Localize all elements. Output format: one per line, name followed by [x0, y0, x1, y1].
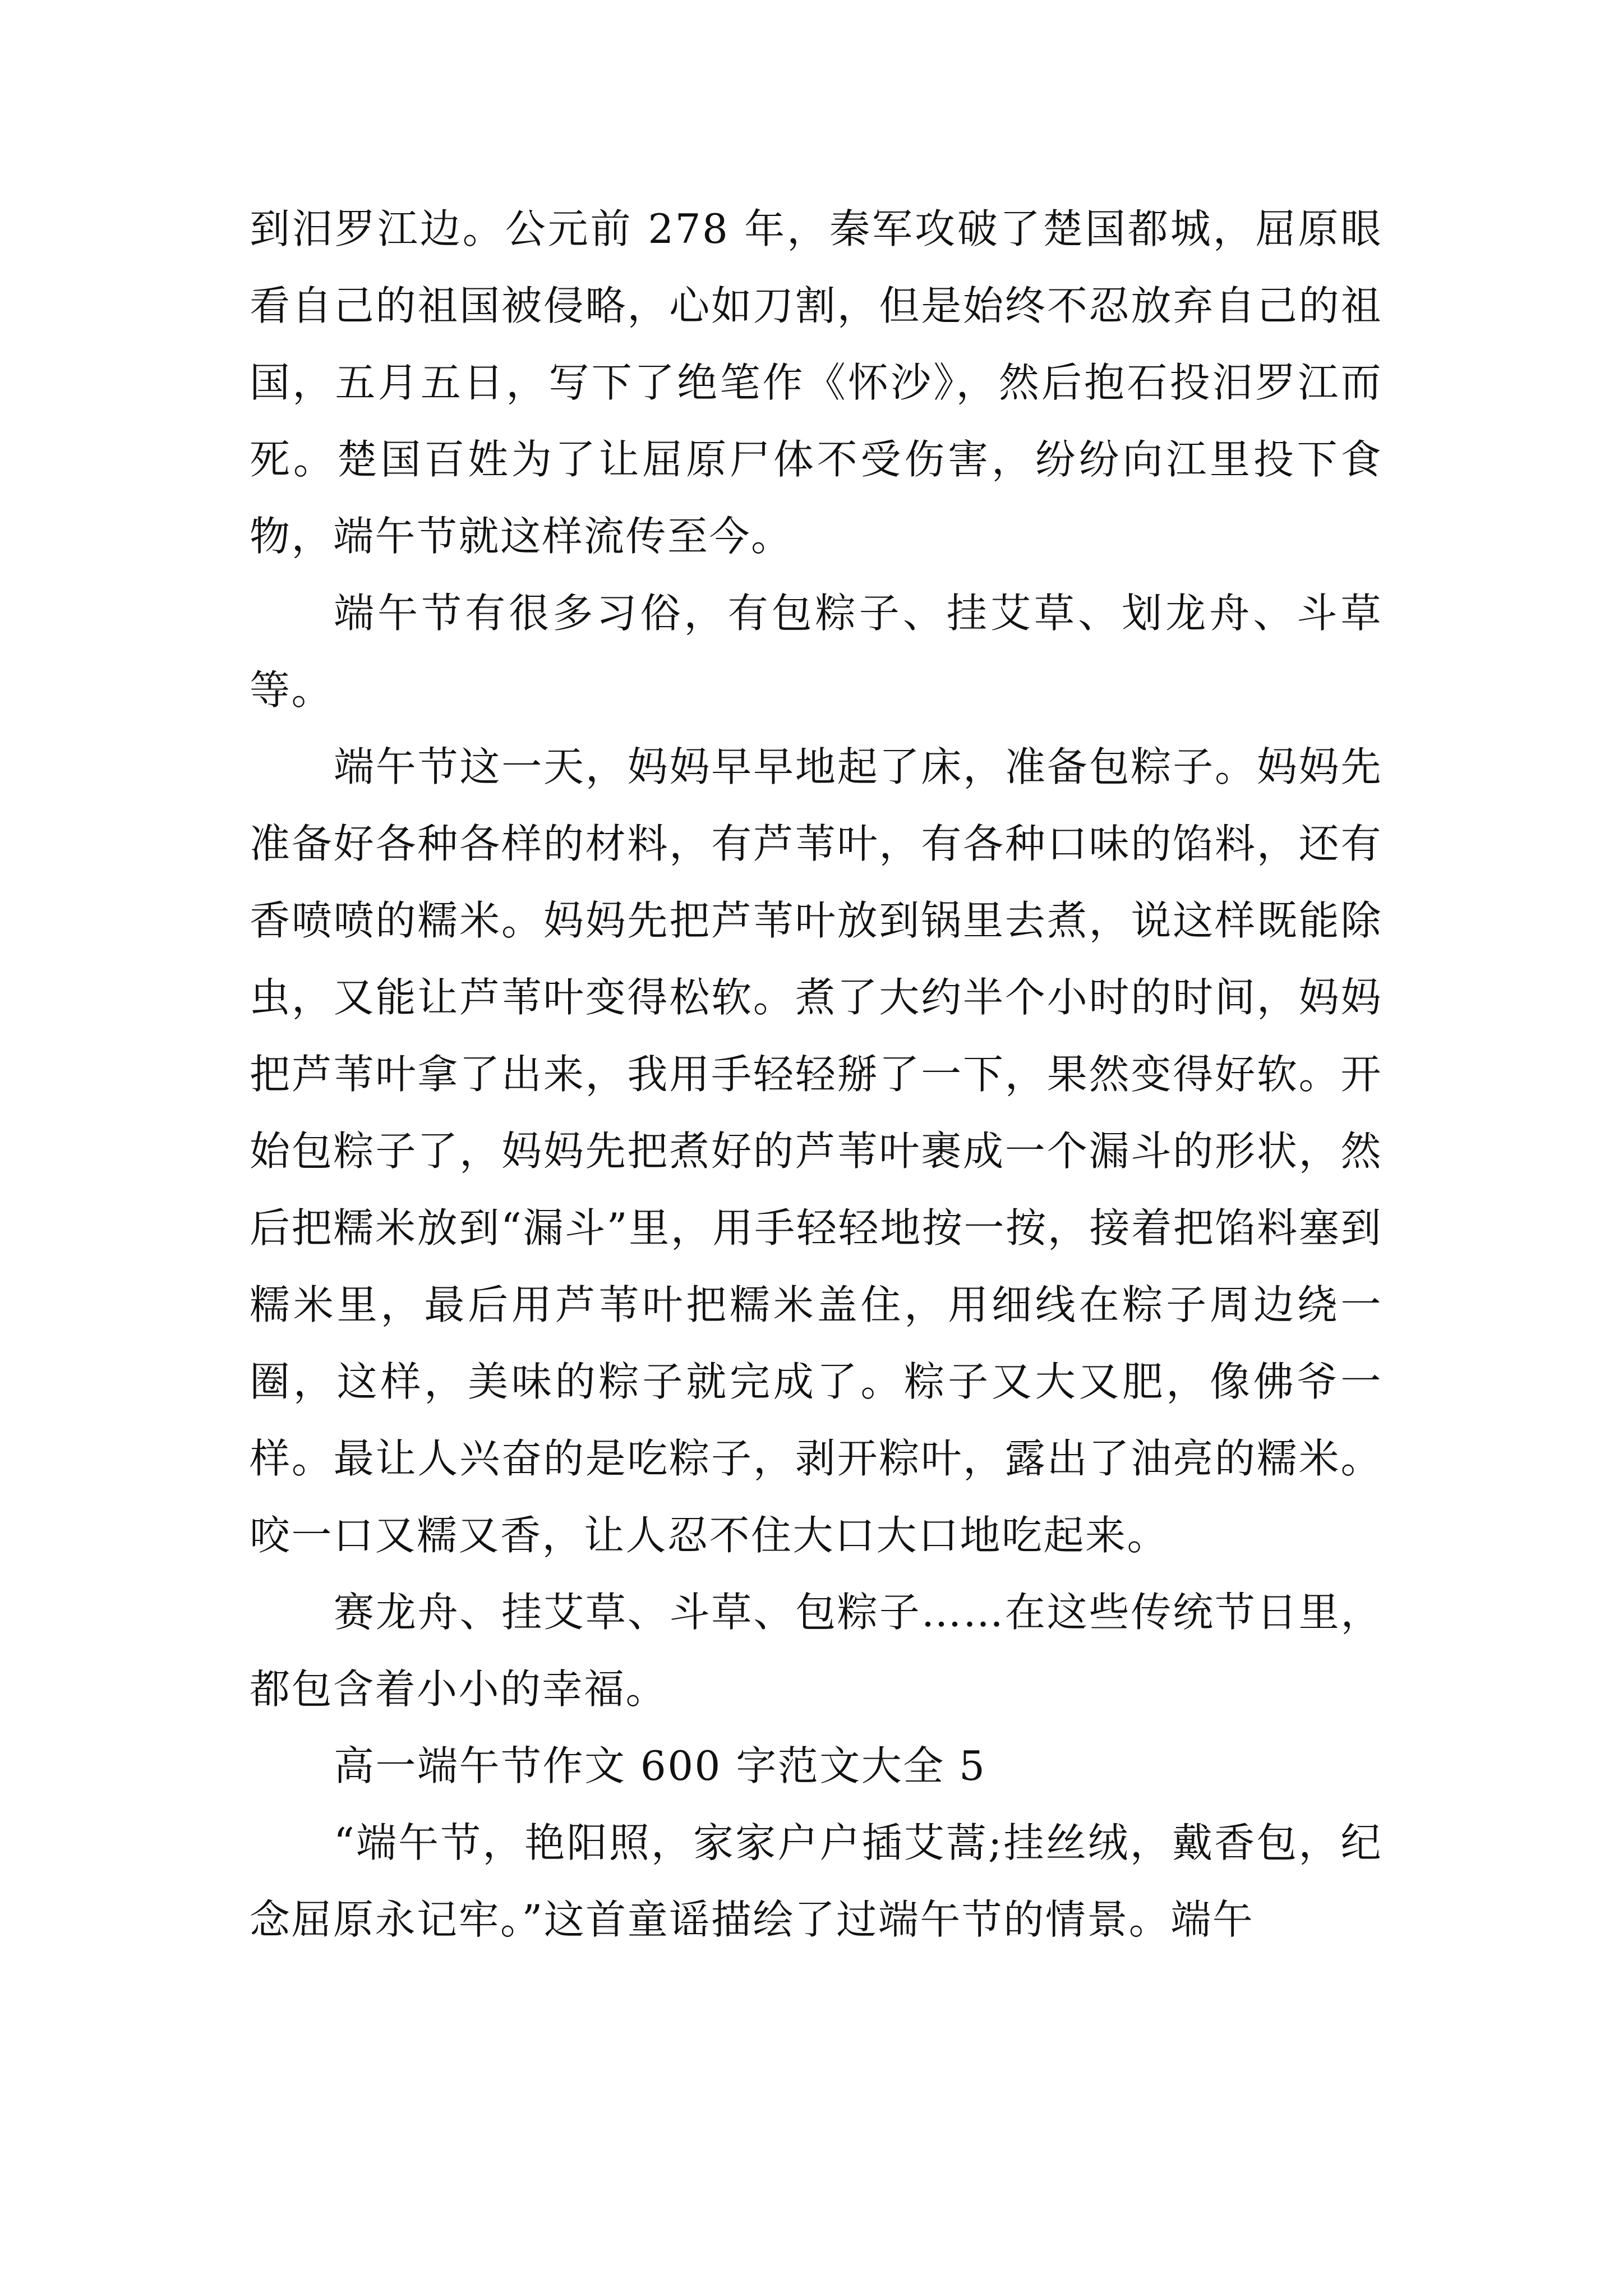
- paragraph-happiness: 赛龙舟、挂艾草、斗草、包粽子……在这些传统节日里，都包含着小小的幸福。: [250, 1589, 1382, 1713]
- paragraph-customs: 端午节有很多习俗，有包粽子、挂艾草、划龙舟、斗草等。: [250, 590, 1382, 714]
- paragraph-nursery-rhyme: “端午节，艳阳照，家家户户插艾蒿;挂丝绒，戴香包，纪念屈原永记牢。”这首童谣描绘了过端午节的情景。端午: [250, 1819, 1382, 1943]
- section-heading: 高一端午节作文 600 字范文大全 5: [334, 1742, 986, 1789]
- paragraph-quyuan-story: 到汨罗江边。公元前 278 年，秦军攻破了楚国都城，屈原眼看自己的祖国被侵略，心如刀割，但是始终不忍放弃自己的祖国，五月五日，写下了绝笔作《怀沙》，然后抱石投汨罗江而死。楚国百姓为了让屈原尸体不受伤害，纷纷向江里投下食物，端午节就这样流传至今。: [250, 205, 1382, 560]
- paragraph-making-zongzi: 端午节这一天，妈妈早早地起了床，准备包粽子。妈妈先准备好各种各样的材料，有芦苇叶，有各种口味的馅料，还有香喷喷的糯米。妈妈先把芦苇叶放到锅里去煮，说这样既能除虫，又能让芦苇叶变得松软。煮了大约半个小时的时间，妈妈把芦苇叶拿了出来，我用手轻轻掰了一下，果然变得好软。开始包粽子了，妈妈先把煮好的芦苇叶裹成一个漏斗的形状，然后把糯米放到“漏斗”里，用手轻轻地按一按，接着把馅料塞到糯米里，最后用芦苇叶把糯米盖住，用细线在粽子周边绕一圈，这样，美味的粽子就完成了。粽子又大又肥，像佛爷一样。最让人兴奋的是吃粽子，剥开粽叶，露出了油亮的糯米。咬一口又糯又香，让人忍不住大口大口地吃起来。: [250, 743, 1382, 1559]
- document-page: [250, 191, 1382, 1958]
